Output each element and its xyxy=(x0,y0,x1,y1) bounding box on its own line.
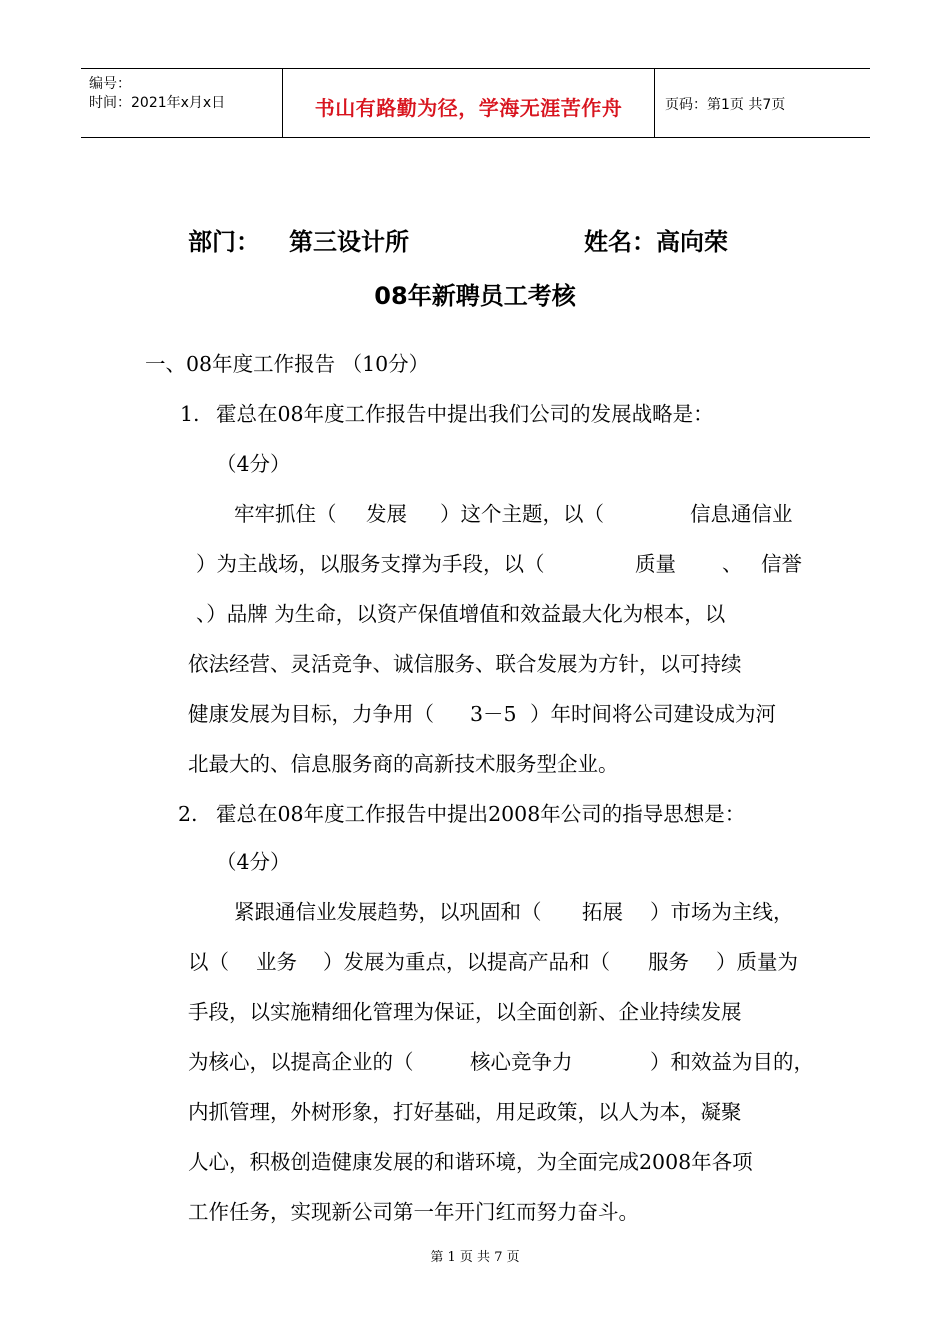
q2-text-line: ）发展为重点，以提高产品和（ xyxy=(323,950,610,974)
doc-number-label: 编号： xyxy=(89,76,131,92)
q1-answer-5: 3－5 xyxy=(470,702,517,726)
q1-question: 霍总在08年度工作报告中提出我们公司的发展战略是： xyxy=(216,402,714,426)
q2-text-line: 人心，积极创造健康发展的和谐环境，为全面完成2008年各项 xyxy=(188,1150,753,1174)
q2-text-line: 为核心，以提高企业的（ xyxy=(188,1050,414,1074)
q2-text-line: ）市场为主线， xyxy=(650,900,794,924)
q2-text-line: 工作任务，实现新公司第一年开门红而努力奋斗。 xyxy=(188,1200,639,1224)
q2-text-line: 紧跟通信业发展趋势，以巩固和（ xyxy=(234,900,542,924)
q1-answer-3: 质量 xyxy=(635,552,676,576)
dept-label: 部门： xyxy=(188,228,260,256)
q2-answer-2: 业务 xyxy=(256,950,297,974)
q1-text-line: 依法经营、灵活竞争、诚信服务、联合发展为方针，以可持续 xyxy=(188,652,742,676)
q2-answer-1: 拓展 xyxy=(582,900,623,924)
q1-text-line: 健康发展为目标，力争用（ xyxy=(188,702,434,726)
q2-text-line: 手段，以实施精细化管理为保证，以全面创新、企业持续发展 xyxy=(188,1000,742,1024)
header-page-info: 页码：第1页 共7页 xyxy=(665,97,786,113)
header-motto: 书山有路勤为径，学海无涯苦作舟 xyxy=(314,96,623,120)
q2-text-line: ）和效益为目的， xyxy=(650,1050,814,1074)
q1-answer-2: 信息通信业 xyxy=(690,502,793,526)
q1-answer-1: 发展 xyxy=(366,502,407,526)
dept-name-line xyxy=(0,222,950,258)
q1-text-line: 、）品牌 为生命，以资产保值增值和效益最大化为根本，以 xyxy=(196,602,726,626)
page-title: 08年新聘员工考核 xyxy=(374,282,576,310)
q1-number: 1. xyxy=(180,402,200,426)
q2-score: （4分） xyxy=(216,850,291,874)
q1-text-line: 、 xyxy=(722,552,743,576)
section-heading: 一、08年度工作报告 （10分） xyxy=(145,352,430,376)
q1-text-line: 牢牢抓住（ xyxy=(234,502,337,526)
document-header xyxy=(81,68,870,138)
q1-score: （4分） xyxy=(216,452,291,476)
q2-text-line: 内抓管理，外树形象，打好基础，用足政策，以人为本，凝聚 xyxy=(188,1100,742,1124)
header-meta-cell xyxy=(81,69,283,137)
q1-text-line: 北最大的、信息服务商的高新技术服务型企业。 xyxy=(188,752,619,776)
q1-text-line: ）为主战场，以服务支撑为手段，以（ xyxy=(196,552,545,576)
header-motto-cell xyxy=(283,69,655,137)
q2-text-line: ）质量为 xyxy=(716,950,798,974)
header-page-cell xyxy=(655,69,870,137)
q2-answer-3: 服务 xyxy=(648,950,689,974)
q2-text-line: 以（ xyxy=(188,950,229,974)
dept-value: 第三设计所 xyxy=(289,228,409,256)
q2-question: 霍总在08年度工作报告中提出2008年公司的指导思想是： xyxy=(216,802,746,826)
q1-answer-4: 信誉 xyxy=(761,552,802,576)
employee-name: 姓名：高向荣 xyxy=(584,228,728,256)
q2-number: 2. xyxy=(178,802,198,826)
page-footer: 第 1 页 共 7 页 xyxy=(430,1250,520,1265)
q1-text-line: ）这个主题，以（ xyxy=(440,502,604,526)
doc-time-label: 时间：2021年x月x日 xyxy=(89,95,226,111)
q1-text-line: ）年时间将公司建设成为河 xyxy=(530,702,776,726)
q2-answer-4: 核心竞争力 xyxy=(470,1050,573,1074)
